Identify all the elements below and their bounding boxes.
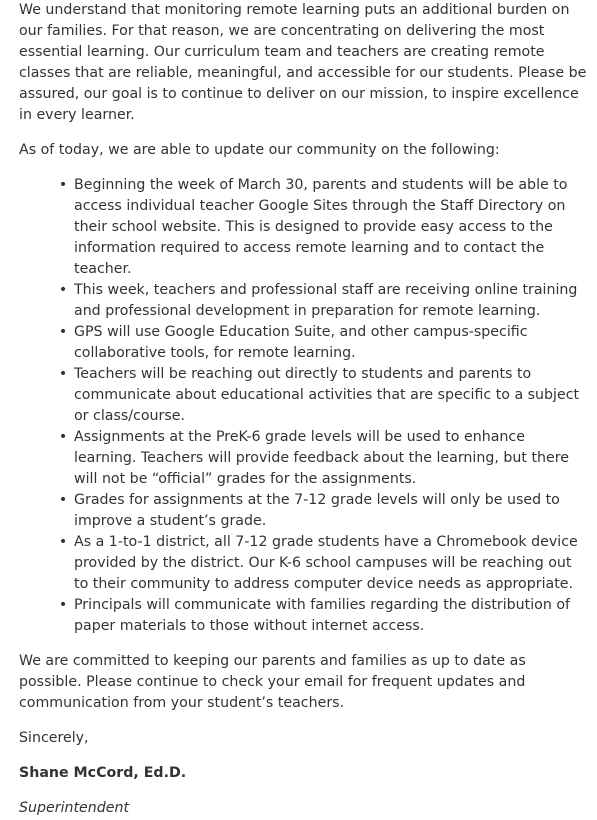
list-item (58, 364, 589, 427)
bullet-icon: • (58, 534, 68, 550)
salutation: Sincerely, (19, 730, 89, 746)
list-item (58, 490, 589, 532)
list-item-text: Grades for assignments at the 7-12 grade levels will only be used to improve a student’s grade. (74, 492, 560, 529)
closing-paragraph: We are committed to keeping our parents and families as up to date as possible. Please continue to check your email for frequent updates and communication from your student’s teachers. (19, 653, 526, 711)
bullet-icon: • (58, 177, 68, 193)
signer-name: Shane McCord, Ed.D. (19, 765, 187, 781)
bullet-icon: • (58, 492, 68, 508)
list-item (58, 595, 589, 637)
list-item-text: Beginning the week of March 30, parents and students will be able to access individual teacher Google Sites through the Staff Directory on their school website. This is designed to provide easy access to the information required to access remote learning and to contact the teacher. (74, 177, 568, 277)
list-item (58, 322, 589, 364)
update-lead-paragraph: As of today, we are able to update our community on the following: (19, 142, 500, 158)
list-item-text: As a 1-to-1 district, all 7-12 grade students have a Chromebook device provided by the district. Our K-6 school campuses will be reaching out to their community to address computer device needs as appropriate. (74, 534, 578, 592)
list-item-text: This week, teachers and professional staff are receiving online training and professional development in preparation for remote learning. (74, 282, 578, 319)
list-item (58, 532, 589, 595)
list-item-text: GPS will use Google Education Suite, and other campus-specific collaborative tools, for remote learning. (74, 324, 528, 361)
bullet-icon: • (58, 282, 68, 298)
bullet-icon: • (58, 366, 68, 382)
signer-title: Superintendent (19, 800, 130, 816)
list-item (58, 280, 589, 322)
list-item (58, 175, 589, 280)
bullet-icon: • (58, 429, 68, 445)
list-item (58, 427, 589, 490)
list-item-text: Teachers will be reaching out directly to students and parents to communicate about educational activities that are specific to a subject or class/course. (74, 366, 580, 424)
intro-paragraph: We understand that monitoring remote learning puts an additional burden on our families. For that reason, we are concentrating on delivering the most essential learning. Our curriculum team and teachers are creating remote classes that are reliable, meaningful, and accessible for our students. Please be assured, our goal is to continue to deliver on our mission, to inspire excellence in every learner. (19, 2, 587, 123)
updates-list (19, 175, 589, 637)
bullet-icon: • (58, 597, 68, 613)
list-item-text: Assignments at the PreK-6 grade levels will be used to enhance learning. Teachers will provide feedback about the learning, but there will not be “official” grades for the assignments. (74, 429, 569, 487)
list-item-text: Principals will communicate with families regarding the distribution of paper materials to those without internet access. (74, 597, 571, 634)
bullet-icon: • (58, 324, 68, 340)
